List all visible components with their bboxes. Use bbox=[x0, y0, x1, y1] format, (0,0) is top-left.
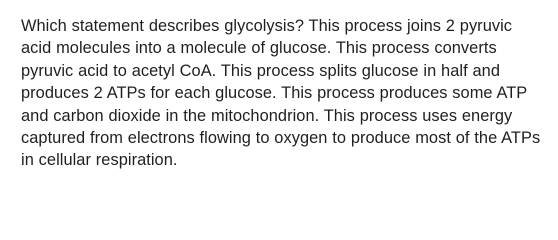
question-text: Which statement describes glycolysis? This process joins 2 pyruvic acid molecules into a molecule of glucose. This process converts pyruvic acid to acetyl CoA. This process splits glucose in half and produces 2 ATPs for each glucose. This process produces some ATP and carbon dioxide in the mitochondrion. This process uses energy captured from electrons flowing to oxygen to produce most of the ATPs in cellular respiration. bbox=[21, 17, 541, 170]
